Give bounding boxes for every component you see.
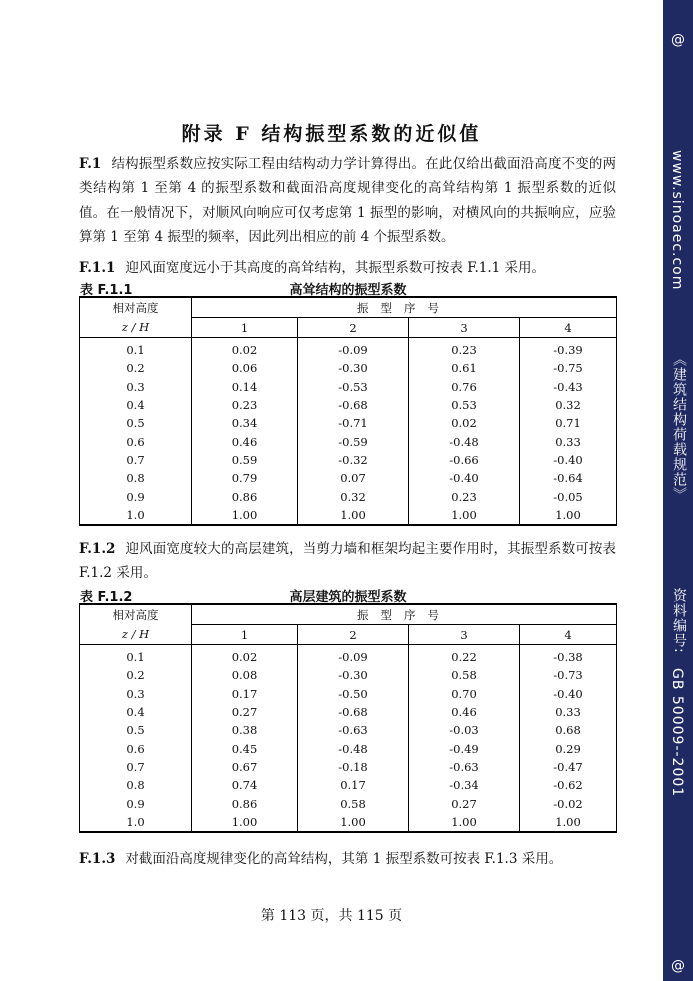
table-row: [80, 739, 617, 757]
header-mode: 4: [520, 318, 617, 338]
cell-mode-coefficient: -0.40: [409, 469, 520, 487]
book-title: 《建筑结构荷载规范》: [671, 352, 687, 502]
cell-relative-height: 0.6: [80, 739, 192, 757]
paragraph-f13: [79, 847, 616, 871]
header-relative-height: 相对高度: [80, 297, 192, 318]
cell-mode-coefficient: 1.00: [520, 506, 617, 525]
clause-text: 迎风面宽度远小于其高度的高耸结构，其振型系数可按表 F.1.1 采用。: [125, 260, 546, 276]
cell-mode-coefficient: -0.50: [298, 685, 409, 703]
doc-code-value: GB 50009--2001: [669, 668, 685, 798]
header-relative-height: 相对高度: [80, 604, 192, 625]
cell-mode-coefficient: 0.22: [409, 645, 520, 667]
table-row: [80, 758, 617, 776]
header-mode: 4: [520, 625, 617, 645]
cell-mode-coefficient: -0.53: [298, 378, 409, 396]
cell-mode-coefficient: 1.00: [298, 813, 409, 832]
table-row: [80, 359, 617, 377]
cell-mode-coefficient: 0.02: [409, 414, 520, 432]
cell-mode-coefficient: 0.33: [520, 703, 617, 721]
table-row: [80, 776, 617, 794]
website-url: www.sinoaec.com: [669, 150, 685, 291]
cell-mode-coefficient: -0.68: [298, 396, 409, 414]
cell-mode-coefficient: -0.48: [298, 739, 409, 757]
cell-mode-coefficient: 1.00: [192, 506, 298, 525]
cell-mode-coefficient: -0.18: [298, 758, 409, 776]
cell-mode-coefficient: 1.00: [409, 813, 520, 832]
table-number: 表 F.1.1: [80, 283, 133, 298]
table-row: [80, 414, 617, 432]
table-row: [80, 645, 617, 667]
cell-mode-coefficient: -0.32: [298, 451, 409, 469]
page-number: 第 113 页，共 115 页: [260, 908, 403, 924]
cell-relative-height: 0.8: [80, 776, 192, 794]
header-mode: 2: [298, 625, 409, 645]
cell-relative-height: 0.5: [80, 414, 192, 432]
cell-mode-coefficient: 1.00: [409, 506, 520, 525]
cell-relative-height: 0.7: [80, 758, 192, 776]
cell-relative-height: 0.5: [80, 721, 192, 739]
cell-relative-height: 0.7: [80, 451, 192, 469]
cell-relative-height: 0.3: [80, 685, 192, 703]
at-symbol-top: @: [671, 32, 685, 48]
cell-relative-height: 0.4: [80, 396, 192, 414]
header-mode: 3: [409, 318, 520, 338]
table-f12: [79, 603, 617, 833]
cell-mode-coefficient: 0.71: [520, 414, 617, 432]
cell-mode-coefficient: 1.00: [192, 813, 298, 832]
cell-mode-coefficient: 0.29: [520, 739, 617, 757]
cell-mode-coefficient: -0.34: [409, 776, 520, 794]
cell-mode-coefficient: 0.46: [192, 432, 298, 450]
table-row: [80, 338, 617, 360]
cell-relative-height: 0.6: [80, 432, 192, 450]
cell-relative-height: 0.2: [80, 359, 192, 377]
table-row: [80, 506, 617, 525]
cell-mode-coefficient: -0.03: [409, 721, 520, 739]
table-caption-f11: [80, 279, 616, 298]
table-row: [80, 451, 617, 469]
cell-relative-height: 0.9: [80, 487, 192, 505]
cell-mode-coefficient: -0.40: [520, 451, 617, 469]
doc-code-label: 资料编号:: [671, 588, 687, 654]
cell-mode-coefficient: 0.58: [298, 794, 409, 812]
clause-number: F.1.1: [79, 260, 116, 276]
cell-mode-coefficient: 0.02: [192, 645, 298, 667]
clause-text: 对截面沿高度规律变化的高耸结构，其第 1 振型系数可按表 F.1.3 采用。: [125, 851, 563, 867]
cell-mode-coefficient: 0.34: [192, 414, 298, 432]
cell-mode-coefficient: 1.00: [298, 506, 409, 525]
cell-mode-coefficient: -0.49: [409, 739, 520, 757]
header-mode: 2: [298, 318, 409, 338]
paragraph-f1: [79, 152, 616, 249]
cell-mode-coefficient: -0.09: [298, 338, 409, 360]
clause-text: 迎风面宽度较大的高层建筑，当剪力墙和框架均起主要作用时，其振型系数可按表 F.1.2 采用。: [79, 541, 616, 582]
cell-mode-coefficient: 0.79: [192, 469, 298, 487]
header-zh: z / H: [80, 318, 192, 338]
table-row: [80, 378, 617, 396]
table-title: 高耸结构的振型系数: [289, 283, 407, 298]
cell-mode-coefficient: -0.63: [298, 721, 409, 739]
table-header-row: [80, 625, 617, 645]
cell-mode-coefficient: 0.45: [192, 739, 298, 757]
header-mode-number: 振型序号: [192, 297, 617, 318]
cell-mode-coefficient: -0.38: [520, 645, 617, 667]
cell-mode-coefficient: 0.14: [192, 378, 298, 396]
cell-mode-coefficient: 0.17: [298, 776, 409, 794]
cell-mode-coefficient: -0.68: [298, 703, 409, 721]
cell-mode-coefficient: 0.86: [192, 794, 298, 812]
cell-mode-coefficient: -0.02: [520, 794, 617, 812]
cell-relative-height: 0.8: [80, 469, 192, 487]
header-mode: 3: [409, 625, 520, 645]
cell-mode-coefficient: -0.73: [520, 666, 617, 684]
cell-relative-height: 0.2: [80, 666, 192, 684]
cell-relative-height: 1.0: [80, 813, 192, 832]
cell-mode-coefficient: -0.63: [409, 758, 520, 776]
table-number: 表 F.1.2: [80, 590, 133, 605]
table-row: [80, 703, 617, 721]
cell-mode-coefficient: -0.62: [520, 776, 617, 794]
cell-mode-coefficient: 0.59: [192, 451, 298, 469]
cell-relative-height: 1.0: [80, 506, 192, 525]
table-row: [80, 685, 617, 703]
cell-mode-coefficient: 0.68: [520, 721, 617, 739]
cell-mode-coefficient: 0.27: [192, 703, 298, 721]
cell-mode-coefficient: 0.02: [192, 338, 298, 360]
header-mode: 1: [192, 318, 298, 338]
cell-mode-coefficient: 0.32: [298, 487, 409, 505]
cell-mode-coefficient: -0.39: [520, 338, 617, 360]
cell-mode-coefficient: 0.61: [409, 359, 520, 377]
cell-mode-coefficient: 0.46: [409, 703, 520, 721]
cell-mode-coefficient: -0.43: [520, 378, 617, 396]
cell-mode-coefficient: 0.06: [192, 359, 298, 377]
table-row: [80, 721, 617, 739]
cell-mode-coefficient: -0.05: [520, 487, 617, 505]
cell-relative-height: 0.3: [80, 378, 192, 396]
cell-mode-coefficient: 0.27: [409, 794, 520, 812]
cell-relative-height: 0.1: [80, 338, 192, 360]
clause-number: F.1: [79, 156, 102, 172]
cell-mode-coefficient: -0.30: [298, 666, 409, 684]
cell-mode-coefficient: 0.38: [192, 721, 298, 739]
cell-mode-coefficient: 0.76: [409, 378, 520, 396]
cell-mode-coefficient: 0.58: [409, 666, 520, 684]
clause-number: F.1.3: [79, 851, 116, 867]
cell-mode-coefficient: 0.67: [192, 758, 298, 776]
table-header-row: [80, 297, 617, 318]
cell-mode-coefficient: 0.86: [192, 487, 298, 505]
cell-relative-height: 0.9: [80, 794, 192, 812]
cell-mode-coefficient: 0.23: [409, 487, 520, 505]
cell-mode-coefficient: -0.64: [520, 469, 617, 487]
header-zh: z / H: [80, 625, 192, 645]
header-mode: 1: [192, 625, 298, 645]
table-row: [80, 469, 617, 487]
cell-mode-coefficient: 1.00: [520, 813, 617, 832]
table-row: [80, 487, 617, 505]
cell-mode-coefficient: -0.30: [298, 359, 409, 377]
cell-mode-coefficient: 0.32: [520, 396, 617, 414]
table-header-row: [80, 318, 617, 338]
cell-mode-coefficient: 0.33: [520, 432, 617, 450]
table-row: [80, 666, 617, 684]
table-header-row: [80, 604, 617, 625]
cell-mode-coefficient: -0.59: [298, 432, 409, 450]
cell-mode-coefficient: 0.53: [409, 396, 520, 414]
side-banner: [663, 0, 693, 981]
table-row: [80, 813, 617, 832]
cell-mode-coefficient: -0.47: [520, 758, 617, 776]
cell-mode-coefficient: -0.09: [298, 645, 409, 667]
paragraph-f11: [79, 256, 616, 280]
paragraph-f12: [79, 537, 616, 586]
cell-relative-height: 0.4: [80, 703, 192, 721]
cell-mode-coefficient: 0.23: [192, 396, 298, 414]
cell-relative-height: 0.1: [80, 645, 192, 667]
table-caption-f12: [80, 586, 616, 605]
cell-mode-coefficient: -0.71: [298, 414, 409, 432]
cell-mode-coefficient: -0.66: [409, 451, 520, 469]
cell-mode-coefficient: 0.23: [409, 338, 520, 360]
table-row: [80, 794, 617, 812]
appendix-title: 附录 F 结构振型系数的近似值: [181, 123, 482, 145]
cell-mode-coefficient: -0.75: [520, 359, 617, 377]
clause-text: 结构振型系数应按实际工程由结构动力学计算得出。在此仅给出截面沿高度不变的两类结构第 1 至第 4 的振型系数和截面沿高度规律变化的高耸结构第 1 振型系数的近似值。在一般情况下，对顺风向响应可仅考虑第 1 振型的影响，对横风向的共振响应，应验算第 1 至第 4 振型的频率，因此列出相应的前 4 个振型系数。: [79, 156, 616, 245]
cell-mode-coefficient: 0.70: [409, 685, 520, 703]
cell-mode-coefficient: -0.48: [409, 432, 520, 450]
table-row: [80, 396, 617, 414]
table-row: [80, 432, 617, 450]
cell-mode-coefficient: 0.17: [192, 685, 298, 703]
clause-number: F.1.2: [79, 541, 116, 557]
table-f11: [79, 296, 617, 526]
cell-mode-coefficient: -0.40: [520, 685, 617, 703]
header-mode-number: 振型序号: [192, 604, 617, 625]
at-symbol-bottom: @: [671, 958, 685, 974]
cell-mode-coefficient: 0.08: [192, 666, 298, 684]
table-title: 高层建筑的振型系数: [289, 590, 407, 605]
cell-mode-coefficient: 0.07: [298, 469, 409, 487]
cell-mode-coefficient: 0.74: [192, 776, 298, 794]
